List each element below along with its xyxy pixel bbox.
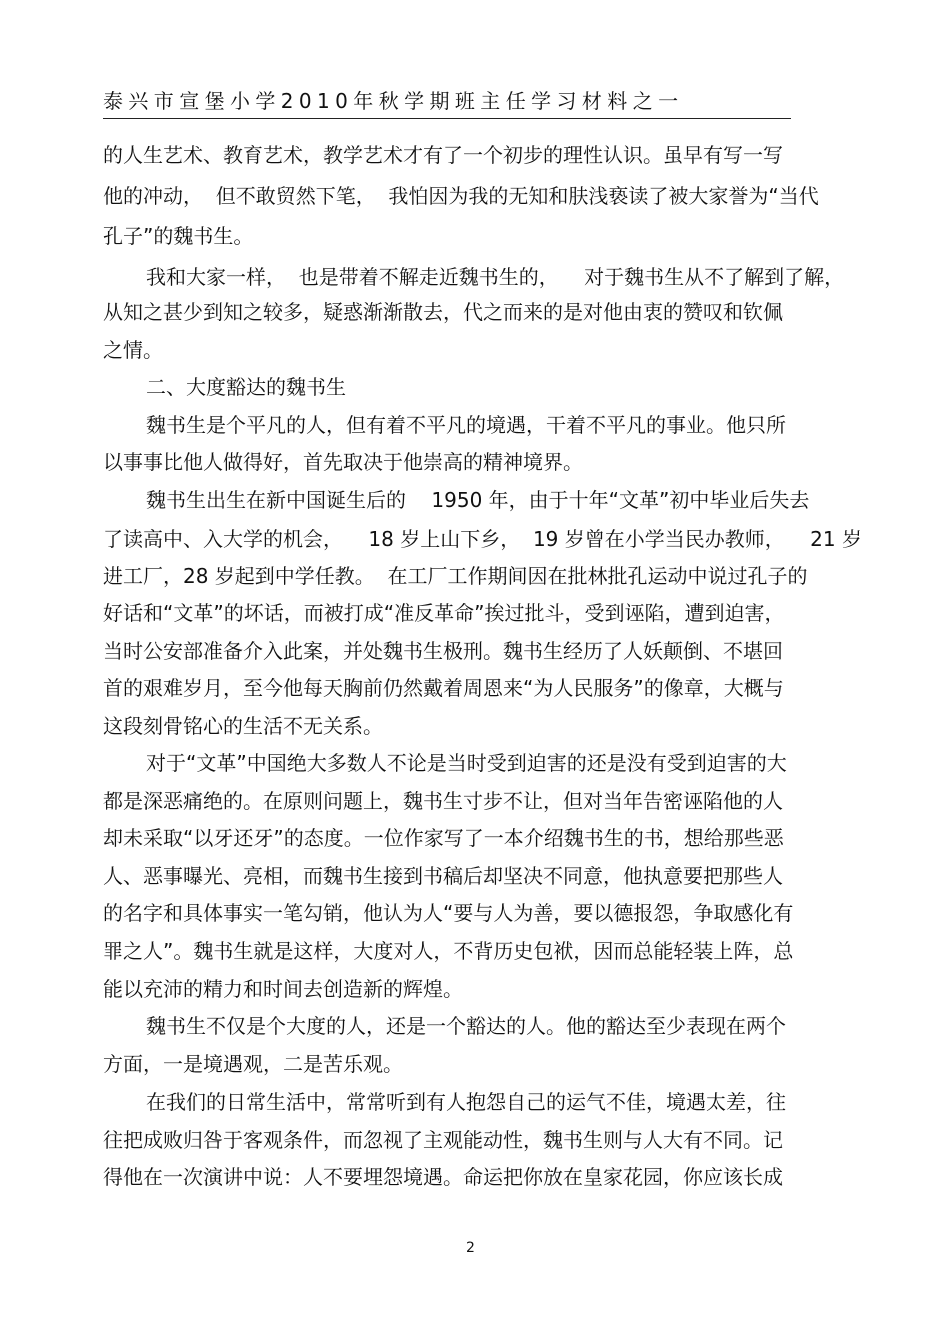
text-line: 罪之人”。魏书生就是这样，大度对人，不背历史包袱，因而总能轻装上阵，总 [103, 939, 794, 963]
text-line: 在我们的日常生活中，常常听到有人抱怨自己的运气不佳，境遇太差，往 [146, 1090, 786, 1114]
text-line: 能以充沛的精力和时间去创造新的辉煌。 [103, 977, 463, 1001]
text-line: 进工厂，28 岁起到中学任教。 在工厂工作期间因在批林批孔运动中说过孔子的 [103, 564, 808, 588]
text-line: 魏书生出生在新中国诞生后的 1950 年，由于十年“文革”初中毕业后失去 [146, 488, 810, 512]
text-line: 首的艰难岁月，至今他每天胸前仍然戴着周恩来“为人民服务”的像章，大概与 [103, 676, 784, 700]
text-line: 的名字和具体事实一笔勾销，他认为人“要与人为善，要以德报怨，争取感化有 [103, 901, 794, 925]
text-line: 这段刻骨铭心的生活不无关系。 [103, 714, 383, 738]
text-line: 方面，一是境遇观，二是苦乐观。 [103, 1052, 403, 1076]
page-number: 2 [466, 1240, 475, 1256]
text-line: 的人生艺术、教育艺术，教学艺术才有了一个初步的理性认识。虽早有写一写 [103, 143, 783, 167]
text-line: 孔子”的魏书生。 [103, 224, 254, 248]
page-header-title: 泰兴市宣堡小学2010年秋学期班主任学习材料之一 [103, 89, 684, 113]
text-line: 我和大家一样， 也是带着不解走近魏书生的， 对于魏书生从不了解到了解， [146, 265, 845, 289]
text-line: 他的冲动， 但不敢贸然下笔， 我怕因为我的无知和肤浅亵读了被大家誉为“当代 [103, 184, 819, 208]
text-line: 了读高中、入大学的机会， 18 岁上山下乡， 19 岁曾在小学当民办教师， 21 岁 [103, 527, 862, 551]
text-line: 往把成败归咎于客观条件，而忽视了主观能动性，魏书生则与人大有不同。记 [103, 1128, 783, 1152]
text-line: 都是深恶痛绝的。在原则问题上，魏书生寸步不让，但对当年告密诬陷他的人 [103, 789, 783, 813]
header-divider [103, 118, 791, 119]
text-line: 魏书生不仅是个大度的人，还是一个豁达的人。他的豁达至少表现在两个 [146, 1014, 786, 1038]
section-heading: 二、大度豁达的魏书生 [146, 375, 346, 399]
text-line: 魏书生是个平凡的人，但有着不平凡的境遇，干着不平凡的事业。他只所 [146, 413, 786, 437]
text-line: 人、恶事曝光、亮相，而魏书生接到书稿后却坚决不同意，他执意要把那些人 [103, 864, 783, 888]
text-line: 之情。 [103, 338, 163, 362]
text-line: 对于“文革”中国绝大多数人不论是当时受到迫害的还是没有受到迫害的大 [146, 751, 787, 775]
text-line: 得他在一次演讲中说：人不要埋怨境遇。命运把你放在皇家花园，你应该长成 [103, 1165, 783, 1189]
text-line: 好话和“文革”的坏话，而被打成“准反革命”挨过批斗，受到诬陷，遭到迫害， [103, 601, 785, 625]
text-line: 以事事比他人做得好，首先取决于他崇高的精神境界。 [103, 450, 583, 474]
text-line: 却未采取“以牙还牙”的态度。一位作家写了一本介绍魏书生的书，想给那些恶 [103, 826, 784, 850]
text-line: 从知之甚少到知之较多，疑惑渐渐散去，代之而来的是对他由衷的赞叹和钦佩 [103, 300, 783, 324]
text-line: 当时公安部准备介入此案，并处魏书生极刑。魏书生经历了人妖颠倒、不堪回 [103, 639, 783, 663]
